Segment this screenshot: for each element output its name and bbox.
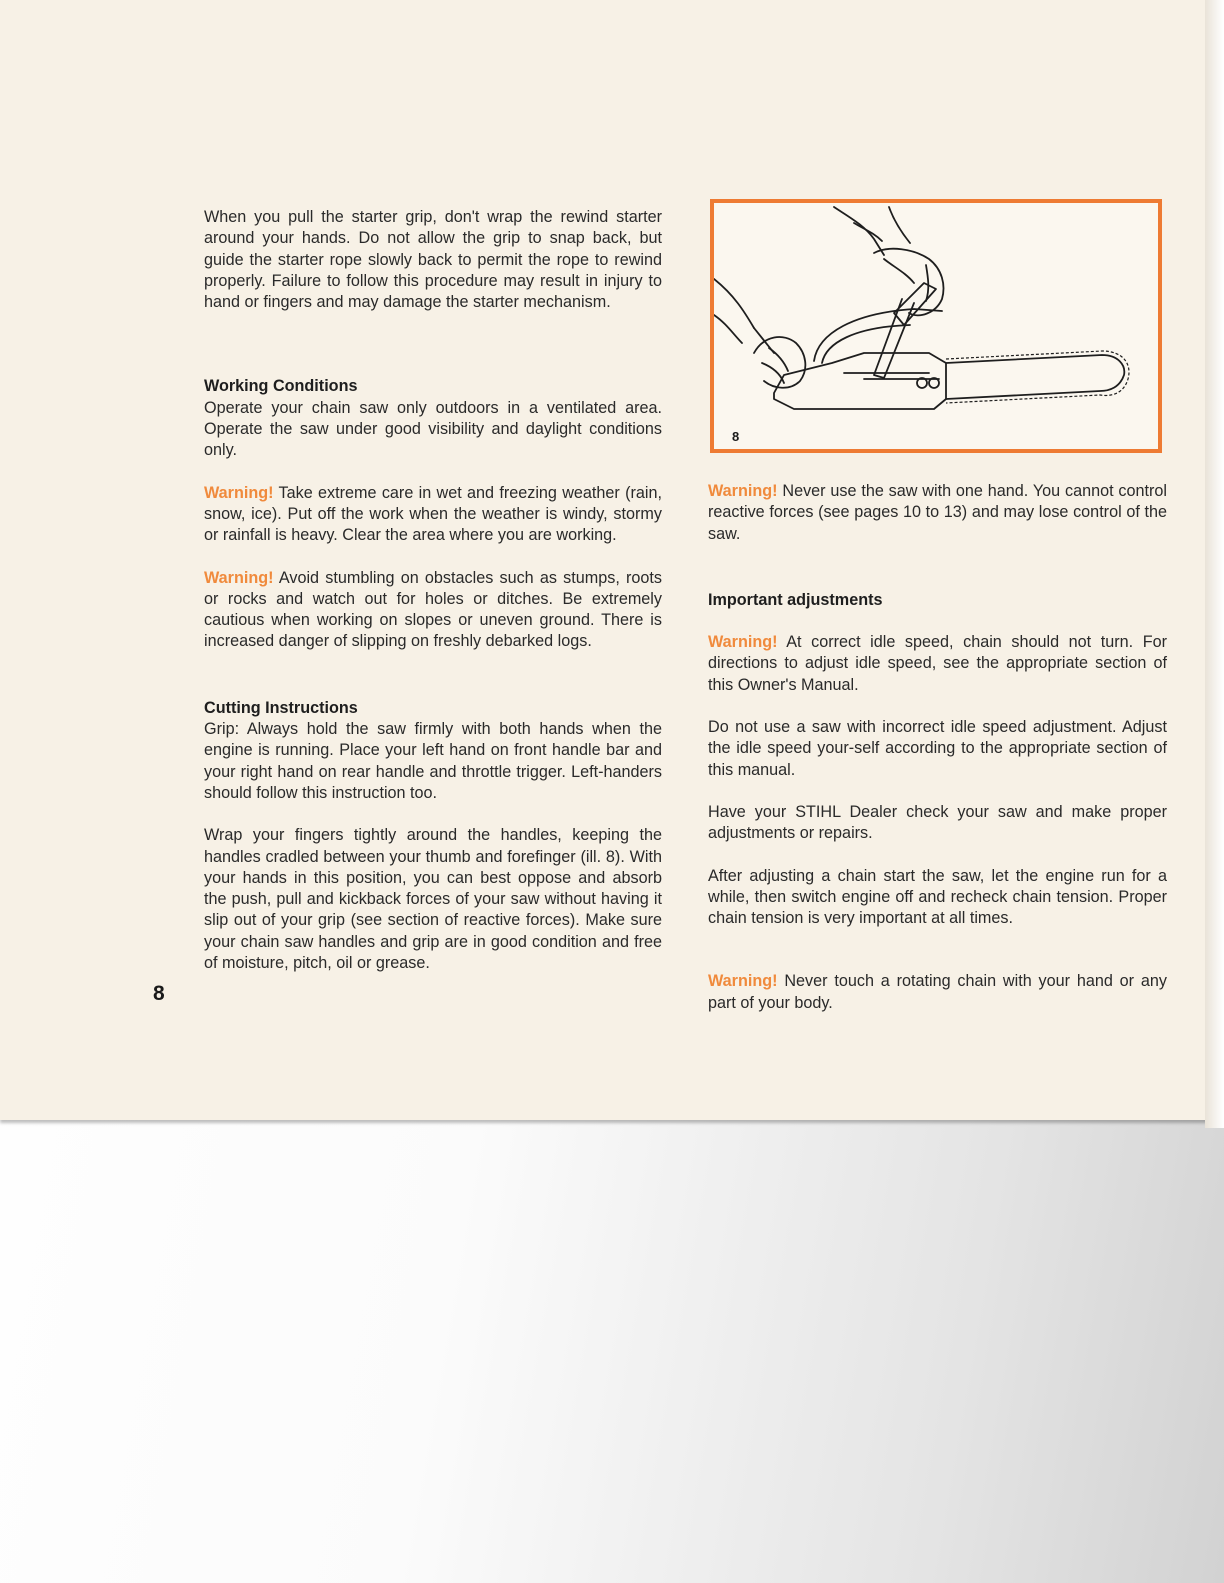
left-column [204, 207, 662, 974]
working-conditions-heading: Working Conditions [204, 377, 358, 396]
warning-label: Warning! [708, 633, 778, 652]
warning-text: Avoid stumbling on obstacles such as stumps, roots or rocks and watch out for holes or ditches. Be extremely cautious when working on slopes or uneven ground. There is increased danger of slipping on freshly debarked logs. [204, 568, 662, 651]
warning-label: Warning! [204, 568, 274, 587]
illustration-8 [710, 199, 1162, 453]
dealer-paragraph: Have your STIHL Dealer check your saw and make proper adjustments or repairs. [708, 802, 1167, 843]
weather-warning-paragraph [204, 483, 662, 547]
starter-grip-paragraph: When you pull the starter grip, don't wrap the rewind starter around your hands. Do not allow the grip to snap back, but guide the starter rope slowly back to permit the rope to rewind properly. Failure to follow this procedure may result in injury to hand or fingers and may damage the starter mechanism. [204, 208, 662, 312]
grip-paragraph: Grip: Always hold the saw firmly with both hands when the engine is running. Place your left hand on front handle bar and your right hand on rear handle and throttle trigger. Left-handers should follow this instruction too. [204, 720, 662, 802]
chain-tension-paragraph: After adjusting a chain start the saw, let the engine run for a while, then switch engine off and recheck chain tension. Proper chain tension is very important at all times. [708, 866, 1167, 928]
one-hand-warning-paragraph [708, 481, 1167, 545]
figure-number: 8 [732, 429, 740, 444]
warning-text: Take extreme care in wet and freezing weather (rain, snow, ice). Put off the work when the weather is windy, stormy or rainfall is heavy. Clear the area where you are working. [204, 483, 662, 545]
warning-label: Warning! [204, 483, 274, 502]
chainsaw-grip-illustration [714, 203, 1158, 449]
idle-adjustment-paragraph: Do not use a saw with incorrect idle speed adjustment. Adjust the idle speed your-self according to the appropriate section of this manual. [708, 718, 1167, 779]
important-adjustments-heading: Important adjustments [708, 590, 883, 609]
page-number: 8 [153, 982, 165, 1005]
warning-label: Warning! [708, 972, 778, 991]
warning-text: At correct idle speed, chain should not turn. For directions to adjust idle speed, see the appropriate section of this Owner's Manual. [708, 633, 1167, 694]
page-edge [1205, 0, 1224, 1128]
idle-speed-warning-paragraph [708, 632, 1167, 696]
cutting-instructions-heading: Cutting Instructions [204, 698, 358, 717]
obstacles-warning-paragraph [204, 568, 662, 653]
warning-label: Warning! [708, 482, 778, 500]
warning-text: Never use the saw with one hand. You cannot control reactive forces (see pages 10 to 13) and may lose control of the saw. [708, 482, 1167, 543]
right-column [708, 481, 1167, 1014]
warning-text: Never touch a rotating chain with your hand or any part of your body. [708, 972, 1167, 1012]
rotating-chain-warning-paragraph [708, 971, 1167, 1014]
wrap-fingers-paragraph: Wrap your fingers tightly around the handles, keeping the handles cradled between your thumb and forefinger (ill. 8). With your hands in this position, you can best oppose and absorb the push, pull and kickback forces of your saw without having it slip out of your grip (see section of reactive forces). Make sure your chain saw handles and grip are in good condition and free of moisture, pitch, oil or grease. [204, 826, 662, 973]
working-conditions-paragraph: Operate your chain saw only outdoors in a ventilated area. Operate the saw under good visibility and daylight conditions only. [204, 398, 662, 460]
